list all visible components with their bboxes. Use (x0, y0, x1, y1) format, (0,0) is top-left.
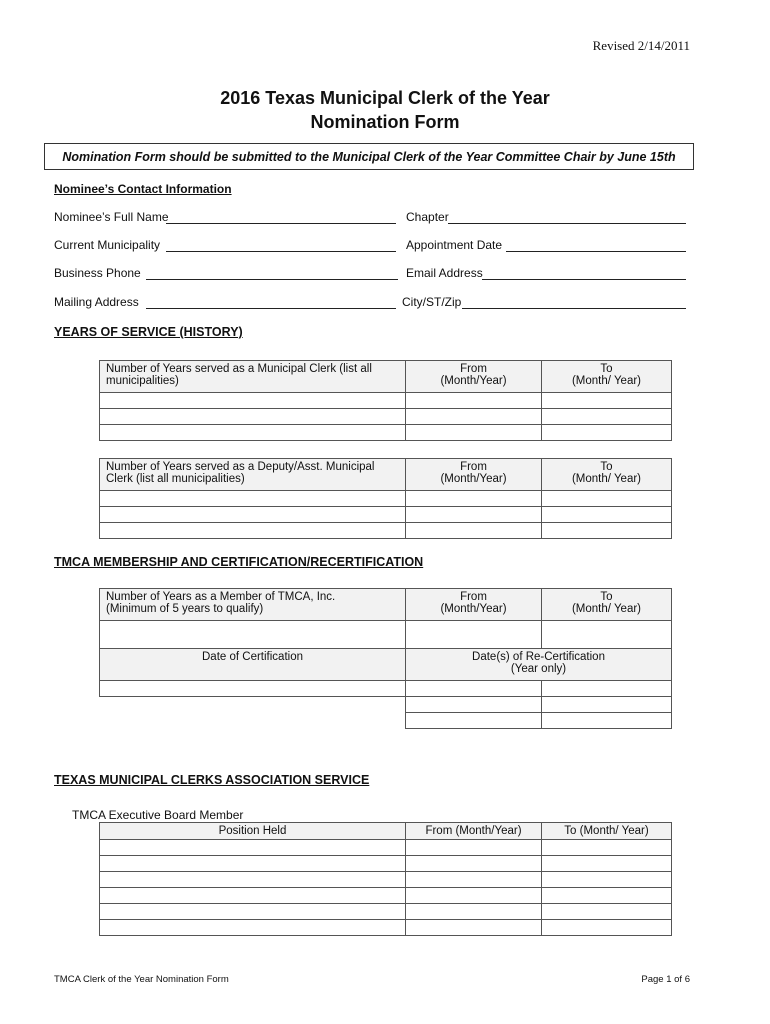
from-header: From (Month/Year) (406, 361, 542, 393)
membership-table (99, 588, 672, 649)
title-line-1: 2016 Texas Municipal Clerk of the Year (220, 88, 550, 108)
table-row[interactable] (100, 888, 672, 904)
municipality-label: Current Municipality (54, 238, 161, 252)
from-header: From (Month/Year) (406, 823, 542, 840)
table-row[interactable] (100, 697, 672, 713)
row-name-chapter (54, 210, 694, 226)
association-heading: TEXAS MUNICIPAL CLERKS ASSOCIATION SERVICE (54, 773, 370, 787)
chapter-field[interactable] (448, 210, 686, 224)
revision-date: Revised 2/14/2011 (592, 38, 690, 53)
table-row[interactable] (100, 409, 672, 425)
clerk-service-header: Number of Years served as a Municipal Clerk (list all municipalities) (100, 361, 406, 393)
municipality-field[interactable] (166, 238, 396, 252)
table-row[interactable] (100, 856, 672, 872)
table-row[interactable] (100, 713, 672, 729)
service-heading: YEARS OF SERVICE (HISTORY) (54, 325, 243, 339)
table-row[interactable] (100, 507, 672, 523)
certification-table (99, 648, 672, 729)
table-row[interactable] (100, 872, 672, 888)
to-header: To (Month/ Year) (542, 459, 672, 491)
footer-title: TMCA Clerk of the Year Nomination Form (54, 974, 229, 985)
appointment-field[interactable] (506, 238, 686, 252)
chapter-label: Chapter (406, 210, 449, 224)
row-mailing (54, 295, 694, 311)
row-municipality (54, 238, 694, 254)
board-table (99, 822, 672, 936)
table-row[interactable] (100, 681, 672, 697)
title-line-2: Nomination Form (310, 112, 460, 132)
deputy-service-header: Number of Years served as a Deputy/Asst. Municipal Clerk (list all municipalities) (100, 459, 406, 491)
table-row[interactable] (100, 920, 672, 936)
city-label: City/ST/Zip (402, 295, 462, 309)
position-header: Position Held (100, 823, 406, 840)
table-row[interactable] (100, 904, 672, 920)
executive-board-label: TMCA Executive Board Member (72, 808, 244, 822)
from-header: From (Month/Year) (406, 459, 542, 491)
page-title (0, 86, 770, 134)
contact-heading: Nominee’s Contact Information (54, 182, 232, 196)
mailing-field[interactable] (146, 295, 396, 309)
to-header: To (Month/ Year) (542, 361, 672, 393)
full-name-field[interactable] (166, 210, 396, 224)
table-row[interactable] (100, 621, 672, 649)
appointment-label: Appointment Date (406, 238, 503, 252)
email-label: Email Address (406, 266, 483, 280)
mailing-label: Mailing Address (54, 295, 139, 309)
table-row[interactable] (100, 491, 672, 507)
deputy-service-table (99, 458, 672, 539)
to-header: To (Month/ Year) (542, 589, 672, 621)
membership-heading: TMCA MEMBERSHIP AND CERTIFICATION/RECERTIFICATION (54, 555, 424, 569)
row-phone-email (54, 266, 694, 282)
table-row[interactable] (100, 523, 672, 539)
city-field[interactable] (462, 295, 686, 309)
submission-notice: Nomination Form should be submitted to the Municipal Clerk of the Year Committee Chair by June 15th (44, 143, 694, 170)
table-row[interactable] (100, 840, 672, 856)
page-number: Page 1 of 6 (641, 974, 690, 985)
email-field[interactable] (482, 266, 686, 280)
table-row[interactable] (100, 425, 672, 441)
phone-label: Business Phone (54, 266, 141, 280)
certification-header: Date of Certification (100, 649, 406, 681)
phone-field[interactable] (146, 266, 398, 280)
from-header: From (Month/Year) (406, 589, 542, 621)
full-name-label: Nominee’s Full Name (54, 210, 169, 224)
clerk-service-table (99, 360, 672, 441)
table-row[interactable] (100, 393, 672, 409)
recertification-header: Date(s) of Re-Certification (Year only) (406, 649, 672, 681)
to-header: To (Month/ Year) (542, 823, 672, 840)
membership-header: Number of Years as a Member of TMCA, Inc. (Minimum of 5 years to qualify) (100, 589, 406, 621)
